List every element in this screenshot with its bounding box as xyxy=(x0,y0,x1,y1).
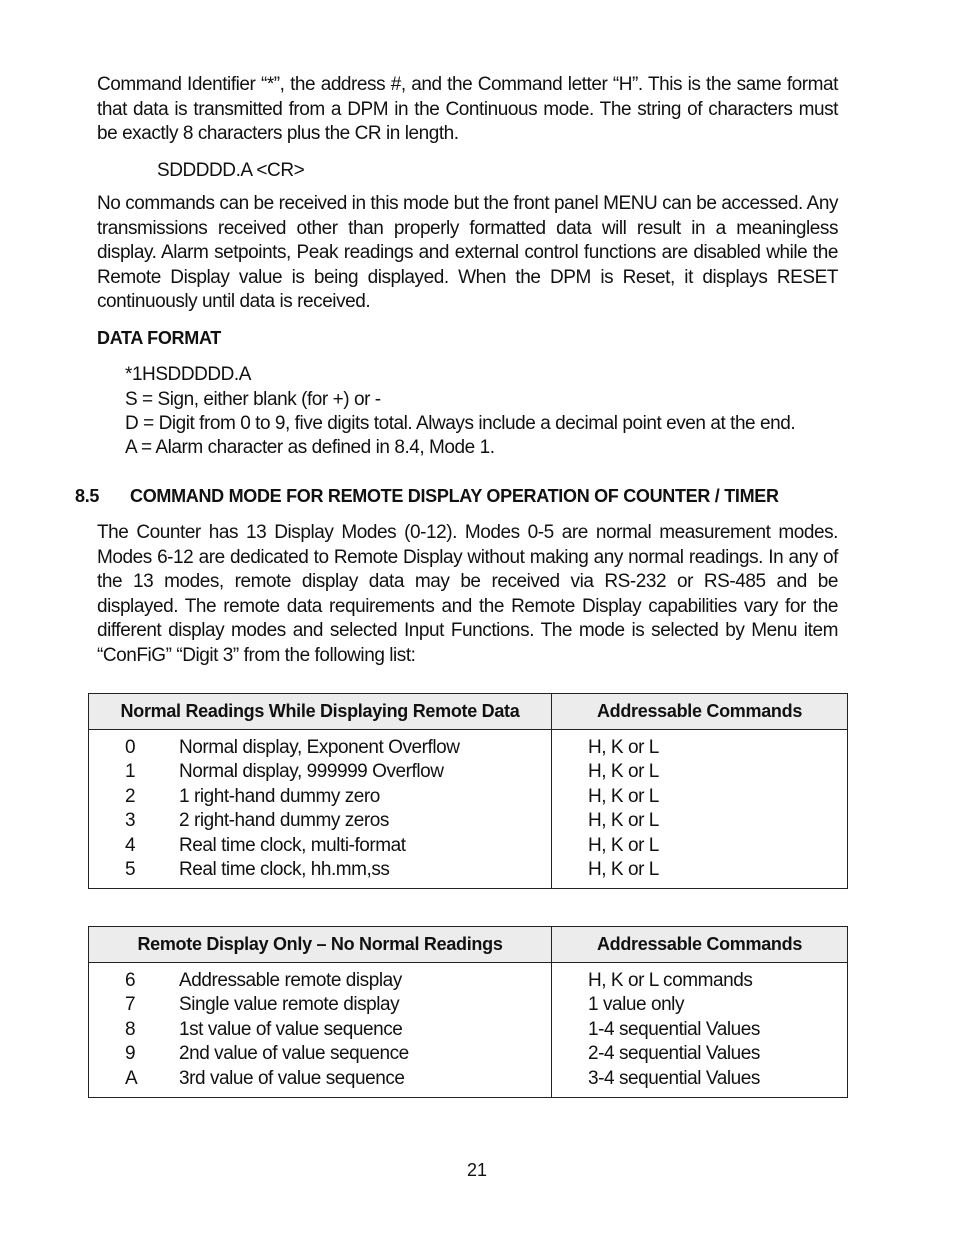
mode-description: 2nd value of value sequence xyxy=(179,1043,409,1065)
addressable-command: H, K or L xyxy=(588,810,659,832)
page-number: 21 xyxy=(466,1160,488,1180)
table-row xyxy=(89,1067,551,1091)
mode-description: 1st value of value sequence xyxy=(179,1018,403,1040)
mode-code: 1 xyxy=(125,761,136,783)
example-string: SDDDDD.A <CR> xyxy=(157,160,305,181)
table-header: Addressable Commands xyxy=(552,694,848,730)
table-row xyxy=(89,760,551,784)
mode-code: 2 xyxy=(125,785,136,807)
addressable-command: H, K or L xyxy=(588,858,659,880)
mode-code: 3 xyxy=(125,810,136,832)
mode-description: Normal display, 999999 Overflow xyxy=(179,761,444,783)
mode-description: 3rd value of value sequence xyxy=(179,1067,405,1089)
table-row xyxy=(89,858,551,882)
addressable-command: H, K or L xyxy=(588,834,659,856)
mode-code: 9 xyxy=(125,1043,136,1065)
table-row xyxy=(89,809,551,833)
mode-description: 2 right-hand dummy zeros xyxy=(179,810,389,832)
normal-readings-table xyxy=(88,693,848,889)
data-format-line: A = Alarm character as defined in 8.4, Mode 1. xyxy=(125,437,495,458)
mode-description: Real time clock, hh.mm,ss xyxy=(179,858,390,880)
addressable-command: H, K or L xyxy=(588,737,659,758)
table-header: Remote Display Only – No Normal Readings xyxy=(89,927,552,963)
addressable-command: 2-4 sequential Values xyxy=(588,1043,760,1065)
commands-cell xyxy=(552,730,848,889)
mode-description: Real time clock, multi-format xyxy=(179,834,406,856)
mode-code: 7 xyxy=(125,994,136,1016)
remote-mode-paragraph: No commands can be received in this mode but the front panel MENU can be accessed. Any transmissions received other than properly formatted data will result in a meaningless display. Alarm setpoints, Peak readings and external control functions are disabled while the Remote Display value is being displayed. When the DPM is Reset, it displays RESET continuously until data is received. xyxy=(97,193,838,312)
remote-display-table xyxy=(88,926,848,1098)
mode-code: A xyxy=(125,1067,138,1089)
mode-description: Single value remote display xyxy=(179,994,400,1016)
table-row xyxy=(89,785,551,809)
mode-list-cell xyxy=(89,730,552,889)
table-row xyxy=(89,969,551,993)
mode-description: Normal display, Exponent Overflow xyxy=(179,737,460,758)
addressable-command: 1 value only xyxy=(588,994,685,1016)
mode-list-cell xyxy=(89,963,552,1098)
data-format-line: D = Digit from 0 to 9, five digits total. Always include a decimal point even at the end. xyxy=(125,413,796,434)
mode-code: 6 xyxy=(125,970,136,991)
table-row xyxy=(89,1042,551,1066)
table-row xyxy=(89,834,551,858)
section-title: COMMAND MODE FOR REMOTE DISPLAY OPERATION OF COUNTER / TIMER xyxy=(130,486,779,506)
table-row xyxy=(89,736,551,760)
table-row xyxy=(89,1018,551,1042)
addressable-command: 1-4 sequential Values xyxy=(588,1018,760,1040)
addressable-command: H, K or L commands xyxy=(588,970,753,991)
data-format-heading: DATA FORMAT xyxy=(97,328,222,348)
section-number: 8.5 xyxy=(75,486,100,506)
mode-description: Addressable remote display xyxy=(179,970,402,991)
addressable-command: 3-4 sequential Values xyxy=(588,1067,760,1089)
addressable-command: H, K or L xyxy=(588,785,659,807)
table-row xyxy=(89,993,551,1017)
mode-code: 4 xyxy=(125,834,136,856)
data-format-line: *1HSDDDDD.A xyxy=(125,364,251,385)
intro-paragraph: Command Identifier “*”, the address #, and the Command letter “H”. This is the same format that data is transmitted from a DPM in the Continuous mode. The string of characters must be exactly 8 characters plus the CR in length. xyxy=(97,74,838,144)
mode-code: 8 xyxy=(125,1018,136,1040)
mode-description: 1 right-hand dummy zero xyxy=(179,785,380,807)
table-header: Addressable Commands xyxy=(552,927,848,963)
commands-cell xyxy=(552,963,848,1098)
table-header: Normal Readings While Displaying Remote Data xyxy=(89,694,552,730)
data-format-line: S = Sign, either blank (for +) or - xyxy=(125,389,381,410)
section-heading xyxy=(75,486,779,507)
mode-code: 5 xyxy=(125,858,136,880)
addressable-command: H, K or L xyxy=(588,761,659,783)
section-body-paragraph: The Counter has 13 Display Modes (0-12). Modes 0-5 are normal measurement modes. Modes 6-12 are dedicated to Remote Display without making any normal readings. In any of the 13 modes, remote display data may be received via RS-232 or RS-485 and be displayed. The remote data requirements and the Remote Display capabilities vary for the different display modes and selected Input Functions. The mode is selected by Menu item “ConFiG” “Digit 3” from the following list: xyxy=(97,522,838,666)
mode-code: 0 xyxy=(125,737,136,758)
